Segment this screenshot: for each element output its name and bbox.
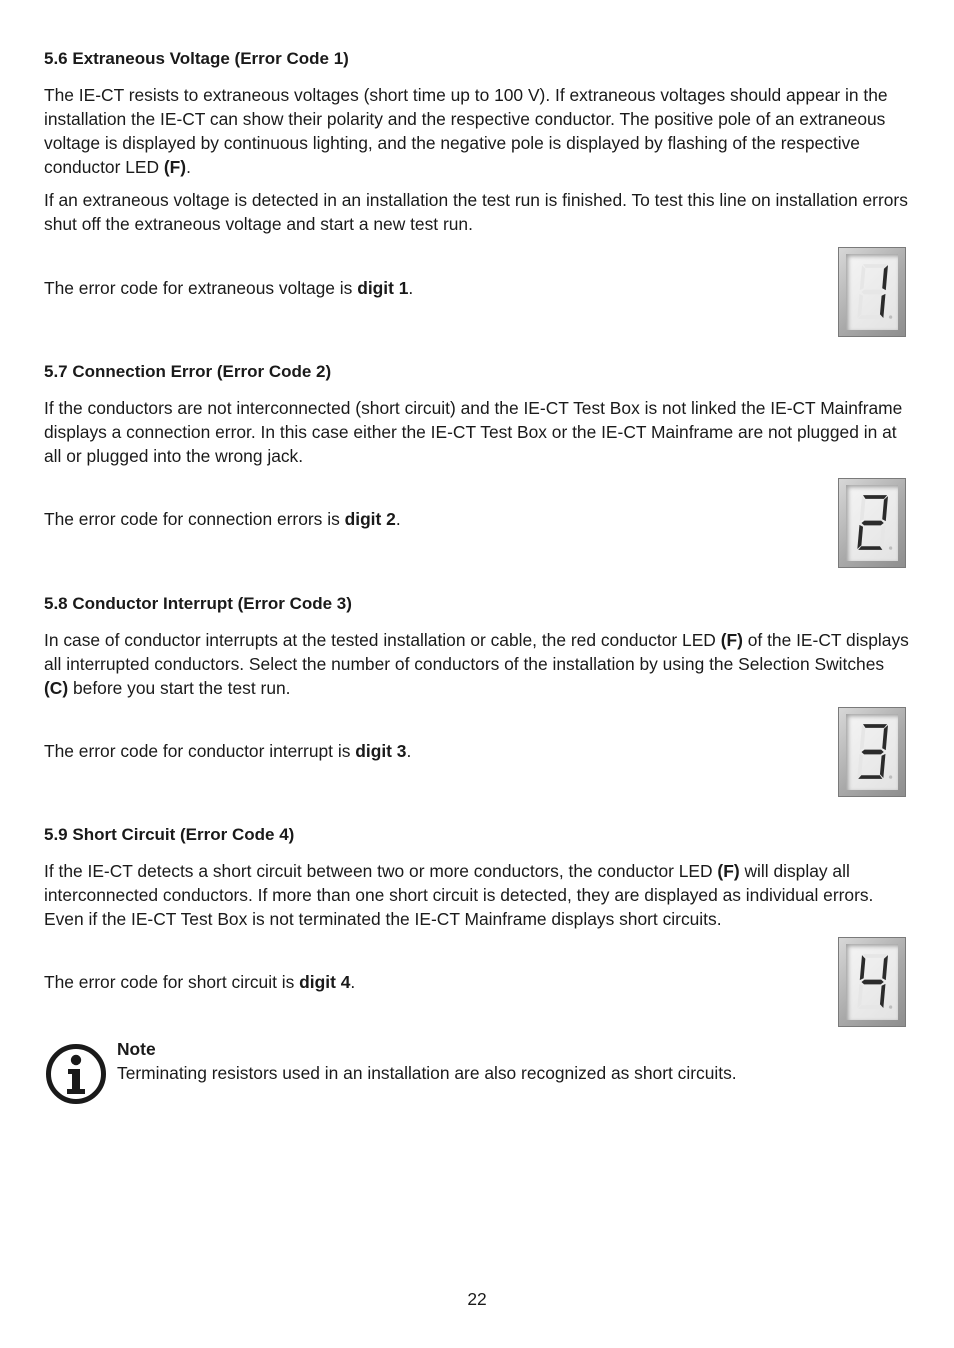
digit-4-glyph (846, 944, 898, 1020)
segment-d (858, 546, 882, 550)
segment-a (863, 495, 887, 499)
segment-f (860, 265, 866, 290)
segment-e (857, 294, 863, 318)
paragraph: If the conductors are not interconnected (short circuit) and the IE-CT Test Box is not linked the IE-CT Mainframe displays a connection error. In this case either the IE-CT Test Box or the IE-CT Mainframe are not plugged in at all or plugged into the wrong jack. (44, 398, 903, 466)
section-5-9 (44, 824, 910, 940)
segment-g (861, 290, 884, 295)
decimal-point (889, 315, 892, 318)
seven-segment-display-4 (838, 937, 906, 1027)
segment-b (882, 725, 888, 750)
segment-c (880, 525, 886, 549)
section-heading: 5.8 Conductor Interrupt (Error Code 3) (44, 594, 352, 613)
error-code-line: The error code for conductor interrupt is digit 3. (44, 741, 412, 761)
segment-f (860, 725, 866, 750)
section-5-7 (44, 361, 910, 477)
note-title: Note (117, 1039, 156, 1059)
digit-1-glyph (846, 254, 898, 330)
segment-g (861, 980, 884, 985)
seven-segment-display-3 (838, 707, 906, 797)
segment-e (857, 525, 863, 549)
segment-d (858, 775, 882, 779)
segment-f (860, 955, 866, 980)
error-code-line: The error code for extraneous voltage is digit 1. (44, 278, 414, 298)
paragraph: In case of conductor interrupts at the tested installation or cable, the red conductor LED (F) of the IE-CT displays all interrupted conductors. Select the number of conductors of the installation by using the Selection Switches (C) before you start the test run. (44, 630, 909, 698)
segment-e (857, 754, 863, 778)
section-heading: 5.7 Connection Error (Error Code 2) (44, 362, 332, 381)
segment-f (860, 496, 866, 521)
segment-a (863, 264, 887, 268)
section-heading: 5.6 Extraneous Voltage (Error Code 1) (44, 49, 349, 68)
segment-d (858, 1005, 882, 1009)
segment-c (880, 984, 886, 1008)
segment-b (882, 265, 888, 290)
segment-b (882, 955, 888, 980)
info-icon (45, 1043, 107, 1105)
segment-g (861, 521, 884, 526)
seven-segment-display-2 (838, 478, 906, 568)
decimal-point (889, 775, 892, 778)
section-5-8 (44, 593, 910, 709)
segment-g (861, 750, 884, 755)
paragraph: The IE-CT resists to extraneous voltages (short time up to 100 V). If extraneous voltages should appear in the installation the IE-CT can show their polarity and the respective conductor. The positive pole of an extraneous voltage is displayed by continuous lighting, and the negative pole is displayed by flashing of the respective conductor LED (F). (44, 85, 888, 177)
page-number: 22 (467, 1289, 487, 1309)
segment-a (863, 954, 887, 958)
segment-a (863, 724, 887, 728)
paragraph: If an extraneous voltage is detected in an installation the test run is finished. To test this line on installation errors shut off the extraneous voltage and start a new test run. (44, 190, 908, 234)
segment-c (880, 754, 886, 778)
section-5-6 (44, 48, 910, 245)
segment-c (880, 294, 886, 318)
digit-3-glyph (846, 714, 898, 790)
error-code-line: The error code for short circuit is digit 4. (44, 972, 356, 992)
digit-2-glyph (846, 485, 898, 561)
paragraph: If the IE-CT detects a short circuit between two or more conductors, the conductor LED (F) will display all interconnected conductors. If more than one short circuit is detected, they are displayed as individual errors. Even if the IE-CT Test Box is not terminated the IE-CT Mainframe displays short circuits. (44, 861, 874, 929)
error-code-line: The error code for connection errors is digit 2. (44, 509, 401, 529)
segment-d (858, 315, 882, 319)
decimal-point (889, 1005, 892, 1008)
section-heading: 5.9 Short Circuit (Error Code 4) (44, 825, 295, 844)
seven-segment-display-1 (838, 247, 906, 337)
decimal-point (889, 546, 892, 549)
note-text: Terminating resistors used in an installation are also recognized as short circuits. (117, 1063, 737, 1083)
segment-b (882, 496, 888, 521)
segment-e (857, 984, 863, 1008)
